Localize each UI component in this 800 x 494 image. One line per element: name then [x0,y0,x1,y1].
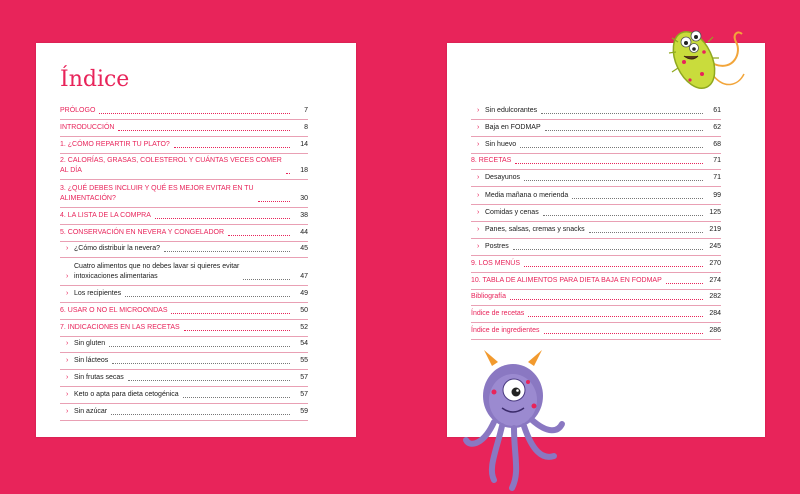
toc-entry[interactable] [60,323,308,333]
dot-leader [528,316,703,317]
toc-entry-text: 4. LA LISTA DE LA COMPRA [60,212,151,219]
dot-leader [118,130,290,131]
chevron-right-icon: › [66,340,69,347]
toc-page-number: 50 [300,307,308,314]
toc-page-number: 274 [709,277,721,284]
toc-divider [471,136,721,137]
chevron-right-icon: › [477,124,480,131]
toc-entry[interactable] [471,292,721,302]
toc-entry[interactable] [471,259,721,269]
toc-divider [60,285,308,286]
dot-leader [524,266,703,267]
toc-divider [60,136,308,137]
dot-leader [666,283,703,284]
toc-divider [471,238,721,239]
toc-entry-text [74,262,239,282]
toc-entry-text: Sin azúcar [74,408,108,415]
toc-page-number: 270 [709,260,721,267]
toc-entry[interactable] [477,123,721,133]
dot-leader [109,346,290,347]
octopus-monster-illustration [458,348,568,494]
dot-leader [524,180,703,181]
toc-divider [60,302,308,303]
toc-divider [471,289,721,290]
toc-page-number: 55 [300,357,308,364]
toc-page-number: 245 [709,243,721,250]
toc-entry[interactable] [471,309,721,319]
dot-leader [258,201,290,202]
toc-entry-text: Media mañana o merienda [485,192,569,199]
chevron-right-icon: › [66,374,69,381]
chevron-right-icon: › [477,141,480,148]
toc-entry-text: Índice de recetas [471,310,525,317]
toc-page-number: 284 [709,310,721,317]
toc-entry-line-2: AL DÍA [60,167,82,174]
chevron-right-icon: › [477,209,480,216]
toc-entry[interactable] [60,211,308,221]
toc-entry[interactable] [477,242,721,252]
bacteria-illustration [664,12,752,102]
dot-leader [513,249,703,250]
toc-entry-text: Índice de ingredientes [471,327,540,334]
toc-page-number: 8 [304,124,308,131]
chevron-right-icon: › [66,245,69,252]
toc-entry[interactable] [477,173,721,183]
toc-entry-text [60,156,282,176]
chevron-right-icon: › [66,290,69,297]
toc-entry[interactable] [477,191,721,201]
toc-entry-text: PRÓLOGO [60,107,96,114]
dot-leader [228,235,290,236]
dot-leader [545,130,703,131]
toc-entry-text: ¿Cómo distribuir la nevera? [74,245,160,252]
dot-leader [515,163,703,164]
dot-leader [111,414,290,415]
toc-entry-line-1: Cuatro alimentos que no debes lavar si quieres evitar [74,263,240,270]
toc-entry[interactable] [60,156,308,176]
toc-entry-text: Baja en FODMAP [485,124,541,131]
toc-page-number: 219 [709,226,721,233]
toc-divider [60,420,308,421]
toc-entry[interactable] [66,407,308,417]
toc-entry-text: Los recipientes [74,290,122,297]
toc-divider [471,169,721,170]
chevron-right-icon: › [477,226,480,233]
toc-entry-text: Panes, salsas, cremas y snacks [485,226,585,233]
toc-entry[interactable] [471,276,721,286]
toc-entry[interactable] [66,390,308,400]
toc-entry-text: 8. RECETAS [471,157,512,164]
toc-entry-text: Sin huevo [485,141,517,148]
toc-page-number: 44 [300,229,308,236]
toc-divider [60,352,308,353]
dot-leader [164,251,290,252]
dot-leader [171,313,290,314]
toc-divider [471,204,721,205]
toc-divider [471,322,721,323]
toc-entry-text: 1. ¿CÓMO REPARTIR TU PLATO? [60,141,170,148]
toc-entry[interactable] [66,356,308,366]
toc-page-number: 7 [304,107,308,114]
toc-page-number: 62 [713,124,721,131]
toc-entry-text: Sin gluten [74,340,106,347]
toc-divider [60,257,308,258]
toc-divider [60,386,308,387]
dot-leader [183,397,290,398]
dot-leader [520,147,703,148]
toc-page-number: 57 [300,391,308,398]
toc-entry-text: INTRODUCCIÓN [60,124,115,131]
dot-leader [128,380,290,381]
toc-divider [60,153,308,154]
dot-leader [99,113,290,114]
toc-divider [471,255,721,256]
chevron-right-icon: › [66,408,69,415]
toc-page-number: 61 [713,107,721,114]
toc-divider [471,221,721,222]
toc-entry[interactable] [60,106,308,116]
dot-leader [184,330,290,331]
chevron-right-icon: › [477,192,480,199]
toc-entry[interactable] [66,244,308,254]
toc-entry-line-2: ALIMENTACIÓN? [60,195,116,202]
toc-divider [60,336,308,337]
dot-leader [543,215,703,216]
toc-divider [60,119,308,120]
toc-entry-text: 10. TABLA DE ALIMENTOS PARA DIETA BAJA EN FODMAP [471,277,662,284]
toc-page-number: 125 [709,209,721,216]
dot-leader [286,173,290,174]
toc-entry-line-2: intoxicaciones alimentarias [74,273,158,280]
toc-divider [60,241,308,242]
toc-page-number: 59 [300,408,308,415]
dot-leader [155,218,290,219]
toc-page-number: 71 [713,174,721,181]
toc-entry-text: Sin lácteos [74,357,109,364]
toc-entry-text [60,184,254,204]
toc-entry-text: 9. LOS MENÚS [471,260,521,267]
toc-entry[interactable] [471,326,721,336]
chevron-right-icon: › [66,357,69,364]
chevron-right-icon: › [477,174,480,181]
toc-page-number: 99 [713,192,721,199]
toc-page-number: 54 [300,340,308,347]
dot-leader [589,232,703,233]
toc-divider [471,119,721,120]
toc-divider [471,305,721,306]
toc-page-number: 18 [300,167,308,174]
dot-leader [544,333,704,334]
toc-entry-line-1: 3. ¿QUÉ DEBES INCLUIR Y QUÉ ES MEJOR EVITAR EN TU [60,185,254,192]
chevron-right-icon: › [477,107,480,114]
toc-entry-text: 6. USAR O NO EL MICROONDAS [60,307,168,314]
toc-divider [60,179,308,180]
toc-entry[interactable] [66,373,308,383]
toc-entry[interactable] [477,225,721,235]
toc-entry-text: Sin edulcorantes [485,107,538,114]
toc-entry-text: Bibliografía [471,293,507,300]
dot-leader [510,299,703,300]
chevron-right-icon: › [66,273,69,280]
toc-entry[interactable] [60,184,308,204]
toc-page-number: 71 [713,157,721,164]
dot-leader [541,113,703,114]
toc-entry-text: 5. CONSERVACIÓN EN NEVERA Y CONGELADOR [60,229,225,236]
toc-divider [60,403,308,404]
toc-entry[interactable] [477,208,721,218]
dot-leader [243,279,290,280]
toc-entry[interactable] [60,228,308,238]
toc-entry-text: Desayunos [485,174,521,181]
dot-leader [572,198,703,199]
dot-leader [174,147,290,148]
index-title: Índice [60,67,130,92]
dot-leader [125,296,290,297]
toc-page-number: 68 [713,141,721,148]
chevron-right-icon: › [66,391,69,398]
chevron-right-icon: › [477,243,480,250]
toc-page-number: 14 [300,141,308,148]
toc-divider [471,272,721,273]
left-page [36,43,356,437]
toc-entry-text: Sin frutas secas [74,374,124,381]
toc-entry-text: Postres [485,243,509,250]
toc-entry-text: Comidas y cenas [485,209,539,216]
toc-entry[interactable] [66,262,308,282]
toc-entry[interactable] [66,289,308,299]
toc-entry[interactable] [66,339,308,349]
toc-entry[interactable] [471,156,721,166]
toc-divider [471,153,721,154]
dot-leader [112,363,290,364]
toc-entry[interactable] [477,140,721,150]
toc-divider [471,186,721,187]
toc-page-number: 30 [300,195,308,202]
toc-page-number: 52 [300,324,308,331]
monster-eye [503,379,525,401]
toc-divider [60,319,308,320]
toc-page-number: 38 [300,212,308,219]
toc-entry-line-1: 2. CALORÍAS, GRASAS, COLESTEROL Y CUÁNTAS VECES COMER [60,157,282,164]
toc-page-number: 282 [709,293,721,300]
toc-page-number: 286 [709,327,721,334]
toc-entry-text: 7. INDICACIONES EN LAS RECETAS [60,324,180,331]
toc-entry[interactable] [60,306,308,316]
toc-divider [60,207,308,208]
toc-divider [60,369,308,370]
toc-entry[interactable] [60,140,308,150]
toc-divider [471,339,721,340]
toc-entry[interactable] [60,123,308,133]
toc-entry[interactable] [477,106,721,116]
toc-page-number: 47 [300,273,308,280]
toc-divider [60,224,308,225]
toc-page-number: 49 [300,290,308,297]
toc-entry-text: Keto o apta para dieta cetogénica [74,391,179,398]
toc-page-number: 45 [300,245,308,252]
toc-page-number: 57 [300,374,308,381]
